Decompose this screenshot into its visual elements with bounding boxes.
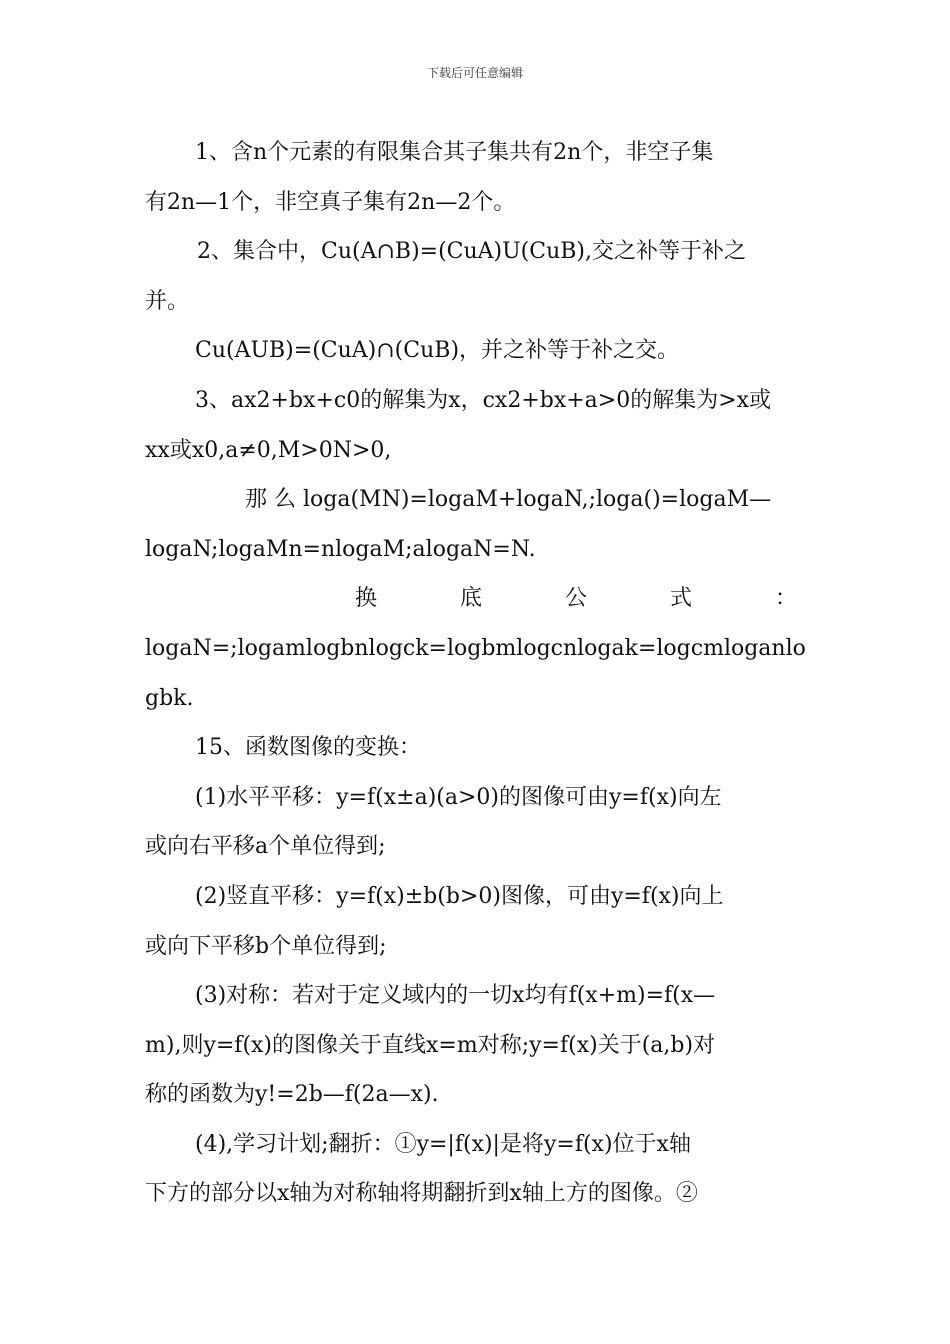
formula-heading-char: 底 bbox=[459, 586, 482, 612]
text-line: Cu(AUB)=(CuA)∩(CuB)，并之补等于补之交。 bbox=[195, 338, 680, 364]
text-line: 有2n—1个，非空真子集有2n—2个。 bbox=[145, 189, 516, 215]
text-line: 下方的部分以x轴为对称轴将期翻折到x轴上方的图像。② bbox=[145, 1181, 698, 1207]
text-line: 或向下平移b个单位得到; bbox=[145, 933, 387, 959]
text-line: logaN=;logamlogbnlogck=logbmlogcnlogak=logcmloganlo bbox=[145, 635, 806, 661]
formula-heading bbox=[145, 574, 807, 624]
text-line: logaN;logaMn=nlogaM;alogaN=N. bbox=[145, 536, 536, 562]
formula-heading-char: 换 bbox=[355, 586, 378, 612]
formula-heading-char: 式 bbox=[669, 586, 692, 612]
text-line: (1)水平平移：y=f(x±a)(a>0)的图像可由y=f(x)向左 bbox=[195, 784, 722, 810]
page-header: 下载后可任意编辑 bbox=[426, 66, 523, 80]
text-line: 1、含n个元素的有限集合其子集共有2n个，非空子集 bbox=[195, 140, 714, 165]
text-line: (3)对称：若对于定义域内的一切x均有f(x+m)=f(x— bbox=[195, 983, 716, 1009]
text-line: 2、集合中，Cu(A∩B)=(CuA)U(CuB),交之补等于补之 bbox=[197, 239, 747, 265]
text-line: 那 么 loga(MN)=logaM+logaN,;loga()=logaM— bbox=[245, 487, 772, 513]
text-line: gbk. bbox=[145, 685, 194, 711]
formula-heading-char: ： bbox=[774, 586, 797, 612]
text-line: m),则y=f(x)的图像关于直线x=m对称;y=f(x)关于(a,b)对 bbox=[145, 1032, 716, 1058]
text-line: xx或x0,a≠0,M>0N>0, bbox=[145, 437, 392, 463]
text-line: 并。 bbox=[145, 288, 190, 314]
formula-heading-char: 公 bbox=[564, 586, 587, 612]
text-line: (2)竖直平移：y=f(x)±b(b>0)图像，可由y=f(x)向上 bbox=[195, 883, 724, 909]
text-line: 或向右平移a个单位得到; bbox=[145, 834, 386, 860]
text-line: (4),学习计划;翻折：①y=|f(x)|是将y=f(x)位于x轴 bbox=[195, 1131, 691, 1157]
section-heading: 15、函数图像的变换： bbox=[195, 735, 421, 761]
text-line: 称的函数为y!=2b—f(2a—x). bbox=[145, 1082, 439, 1108]
document-body bbox=[145, 128, 807, 1219]
text-line: 3、ax2+bx+c0的解集为x，cx2+bx+a>0的解集为>x或 bbox=[195, 387, 772, 413]
